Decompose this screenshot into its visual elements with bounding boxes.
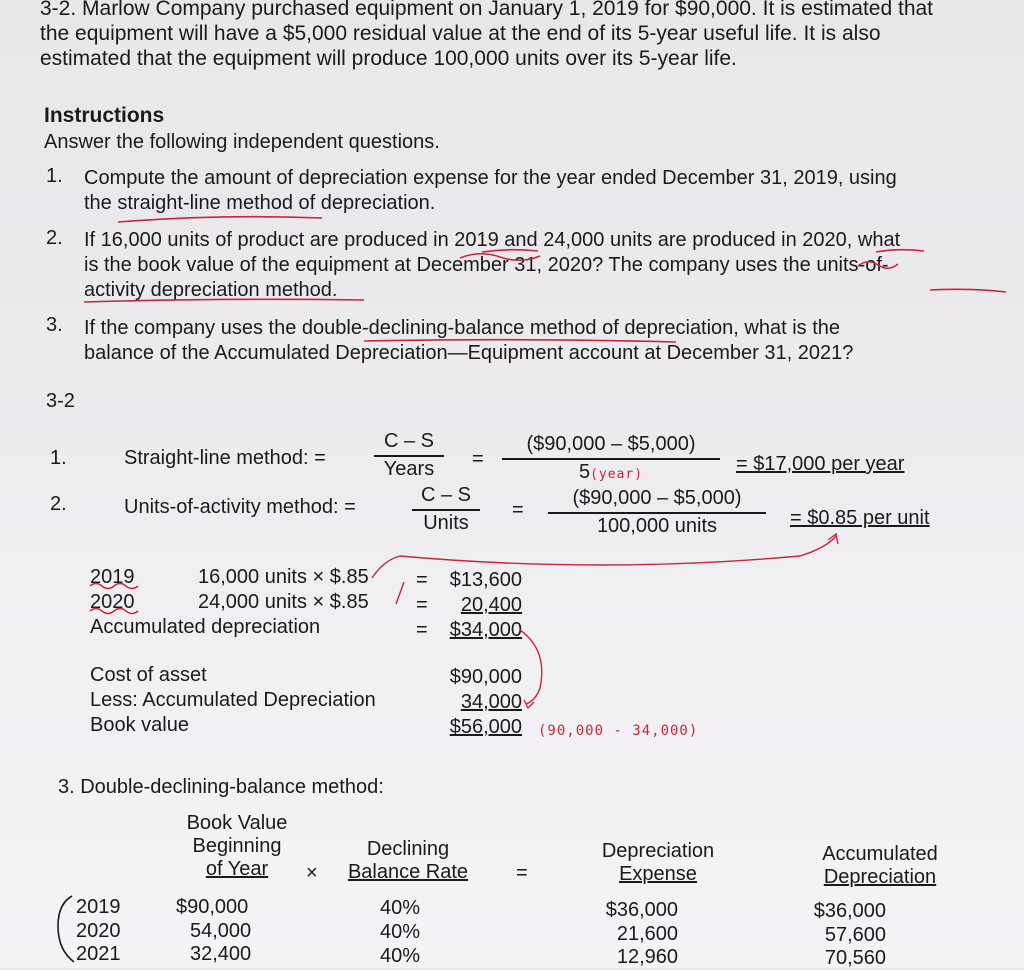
instructions-heading: Instructions [44, 104, 165, 127]
units-activity-result-text: = $0.85 per unit [790, 507, 930, 529]
question-1-line-a: Compute the amount of depreciation expense for the year ended December 31, 2019, using [84, 167, 897, 189]
units-row-2020-year: 2020 [90, 591, 135, 613]
ddb-rate: 40% [379, 897, 421, 919]
header-line: Book Value [186, 812, 288, 834]
bracket-arrow-tip [524, 700, 534, 708]
ddb-year: 2021 [76, 943, 121, 965]
ddb-rate: 40% [379, 945, 421, 967]
header-line: Accumulated [822, 843, 938, 865]
accumulated-depreciation-eq: = [416, 619, 428, 641]
handwritten-year-note: (year) [590, 467, 644, 482]
question-3-line-a: If the company uses the double-declining-balance method of depreciation, what is the [84, 317, 841, 339]
ddb-depreciation: 21,600 [616, 923, 678, 945]
units-row-2020-calc: 24,000 units × $.85 [198, 591, 369, 613]
ddb-year: 2020 [76, 920, 121, 942]
straight-line-formula [374, 430, 444, 481]
header-line: Depreciation [823, 866, 937, 888]
ddb-accumulated: $36,000 [813, 900, 886, 922]
ddb-book-value: $90,000 [176, 896, 249, 918]
straight-line-calculation [502, 433, 720, 484]
part-1-number: 1. [50, 447, 67, 469]
question-2-line-c: activity depreciation method. [84, 279, 338, 301]
ddb-title: 3. Double-declining-balance method: [58, 776, 384, 798]
header-line: Declining [366, 838, 450, 860]
units-row-2019-calc: 16,000 units × $.85 [198, 566, 369, 588]
brace-years [58, 896, 74, 962]
less-accumulated-label: Less: Accumulated Depreciation [90, 689, 376, 711]
arrow-head [828, 534, 838, 544]
equals-sign: = [472, 448, 484, 470]
header-line: of Year [205, 858, 269, 880]
ddb-depreciation: 12,960 [616, 946, 678, 968]
header-line: Beginning [192, 835, 282, 857]
calculation-numerator: ($90,000 – $5,000) [502, 433, 720, 460]
accumulated-depreciation-amount-text: $34,000 [449, 619, 522, 641]
accumulated-depreciation-amount [430, 619, 522, 642]
straight-line-result [736, 453, 904, 476]
book-value-amount [430, 716, 522, 739]
question-1-number: 1. [46, 165, 63, 187]
ddb-year: 2019 [76, 896, 121, 918]
part-2-number: 2. [50, 493, 67, 515]
units-activity-formula [412, 484, 480, 535]
ddb-header-depreciation-expense [586, 840, 730, 886]
calculation-numerator: ($90,000 – $5,000) [548, 487, 766, 514]
calculation-denominator: 100,000 units [596, 515, 718, 537]
slash-mark [396, 582, 404, 604]
question-2-number: 2. [46, 227, 63, 249]
header-line: Expense [619, 863, 697, 885]
calculation-denominator [502, 460, 720, 484]
instructions-intro: Answer the following independent questions. [44, 131, 440, 153]
question-2-line-b: is the book value of the equipment at December 31, 2020? The company uses the units-of- [84, 254, 889, 276]
bracket-accumulated [520, 630, 542, 704]
times-sign: × [306, 862, 318, 884]
underline-straight-line [118, 217, 322, 222]
problem-line-3: estimated that the equipment will produce 100,000 units over its 5-year life. [40, 47, 737, 70]
ddb-header-rate [338, 838, 478, 884]
formula-numerator: C – S [412, 484, 480, 511]
units-activity-result [790, 507, 930, 530]
ddb-accumulated: 57,600 [824, 924, 886, 946]
question-2-line-a: If 16,000 units of product are produced in 2019 and 24,000 units are produced in 2020, what [84, 229, 901, 251]
ddb-book-value: 54,000 [190, 920, 252, 942]
ddb-depreciation: $36,000 [605, 899, 678, 921]
header-line: Depreciation [601, 840, 715, 862]
solution-label: 3-2 [46, 390, 75, 412]
question-3-number: 3. [46, 314, 63, 336]
units-activity-calculation [548, 487, 766, 538]
ddb-accumulated: 70,560 [824, 947, 886, 969]
formula-denominator: Units [423, 512, 469, 534]
book-value-label: Book value [90, 714, 189, 736]
straight-line-result-text: = $17,000 per year [736, 453, 905, 475]
straight-line-label: Straight-line method: = [124, 447, 326, 469]
units-row-2019-year: 2019 [90, 566, 135, 588]
less-accumulated-amount: 34,000 [460, 691, 522, 713]
problem-line-2: the equipment will have a $5,000 residual value at the end of its 5-year useful life. It is also [40, 22, 881, 45]
ddb-header-book-value [170, 812, 304, 881]
cost-of-asset-label: Cost of asset [90, 664, 207, 686]
underline-units-of [930, 289, 1006, 292]
problem-line-1: 3-2. Marlow Company purchased equipment on January 1, 2019 for $90,000. It is estimated that [40, 0, 934, 20]
question-1-line-b: the straight-line method of depreciation. [84, 192, 436, 214]
ddb-book-value: 32,400 [190, 943, 252, 965]
formula-denominator: Years [383, 458, 435, 480]
units-activity-label: Units-of-activity method: = [124, 496, 356, 518]
ddb-header-accumulated-depreciation [808, 843, 952, 889]
header-line: Balance Rate [347, 861, 469, 883]
question-3-line-b: balance of the Accumulated Depreciation—Equipment account at December 31, 2021? [84, 342, 854, 364]
formula-numerator: C – S [374, 430, 444, 457]
accumulated-depreciation-label: Accumulated depreciation [90, 616, 321, 638]
cost-of-asset-amount: $90,000 [449, 666, 522, 688]
units-row-2020-eq: = [416, 594, 428, 616]
units-row-2019-eq: = [416, 569, 428, 591]
years-value: 5 [578, 461, 591, 483]
units-row-2019-amount: $13,600 [449, 569, 522, 591]
ddb-rate: 40% [379, 921, 421, 943]
handwritten-book-value-note: (90,000 - 34,000) [538, 723, 699, 739]
units-row-2020-amount: 20,400 [460, 594, 522, 616]
ddb-equals-sign: = [516, 862, 528, 884]
book-value-amount-text: $56,000 [449, 716, 522, 738]
equals-sign: = [512, 499, 524, 521]
